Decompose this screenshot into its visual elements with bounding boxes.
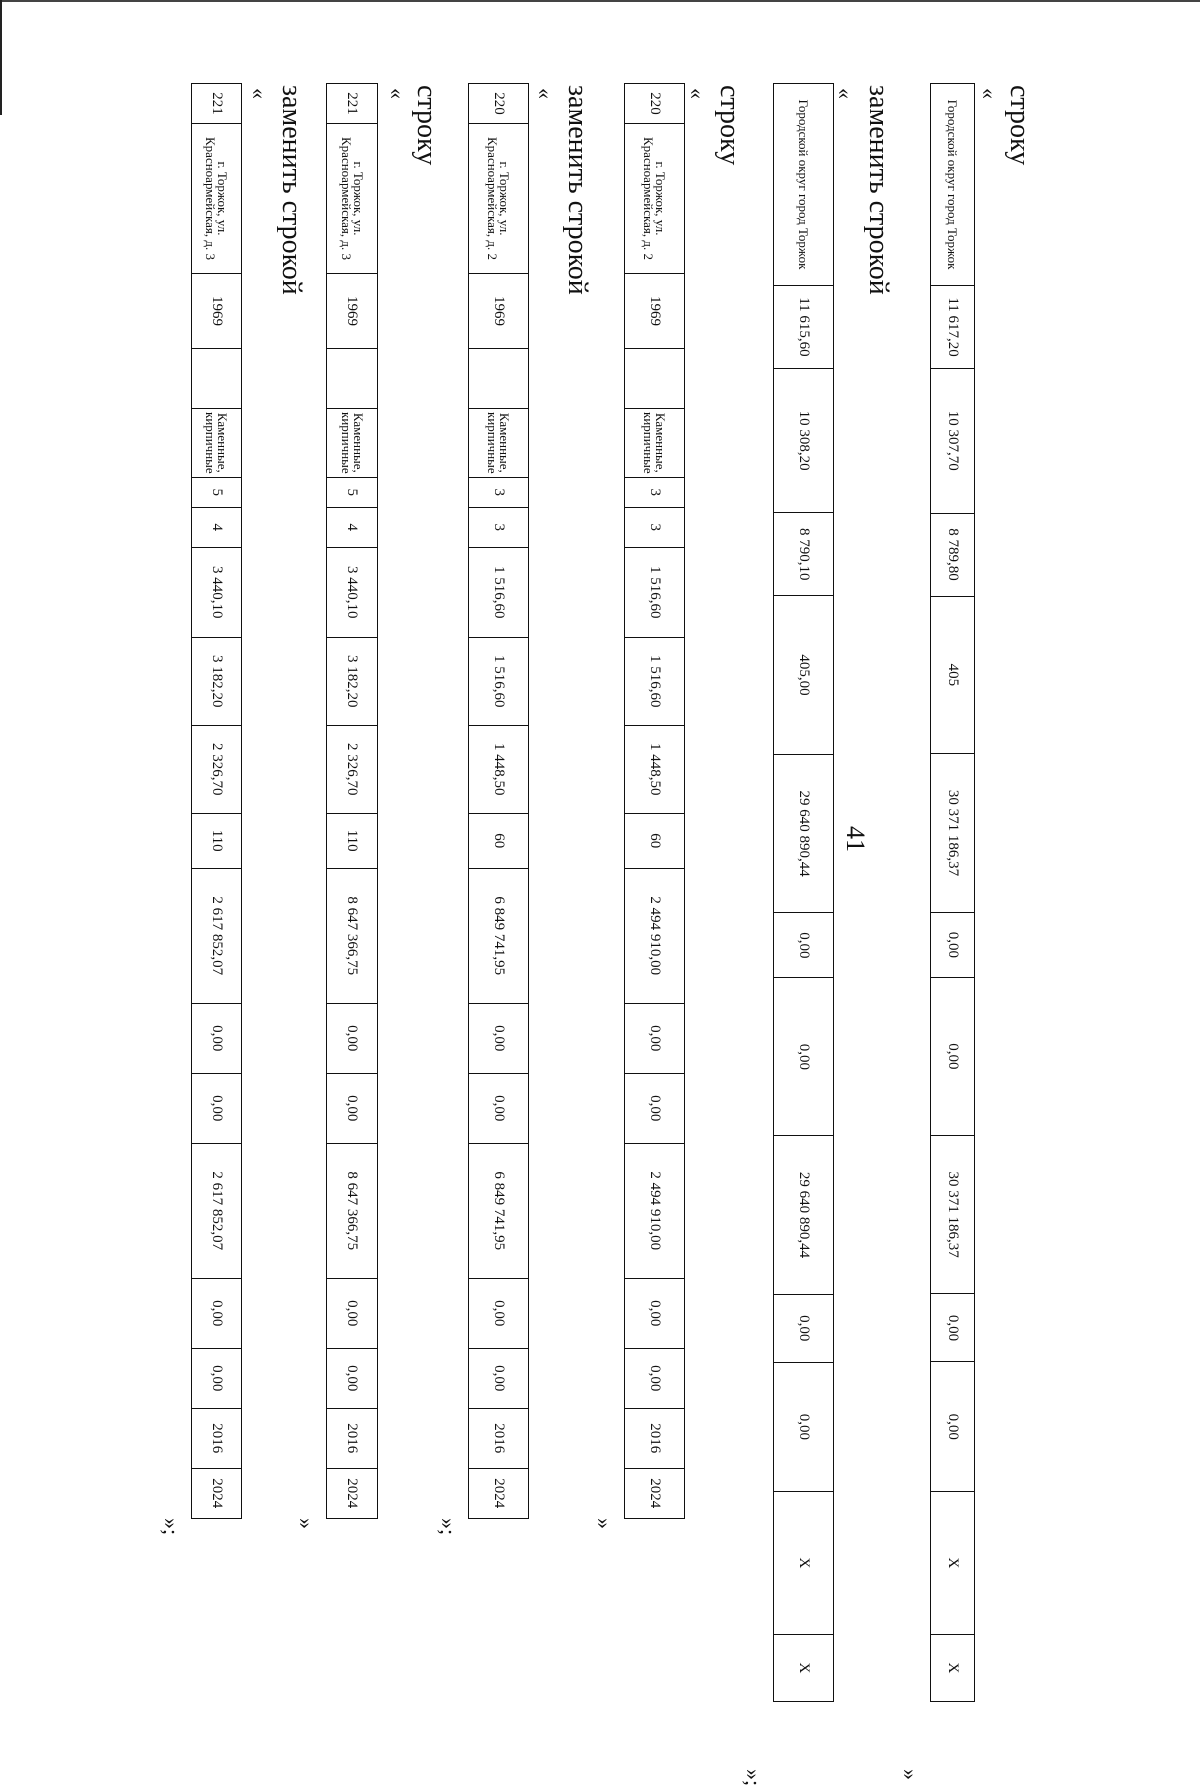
table-cell: 11 615,60: [774, 285, 834, 368]
table-cell: 6 849 741,95: [469, 1143, 529, 1278]
table-row: [931, 84, 975, 1702]
table-cell: г. Торжок, ул. Красноармейская, д. 3: [327, 124, 378, 274]
table-cell: [469, 349, 529, 409]
table-cell: 8 647 366,75: [327, 868, 378, 1003]
block-heading: строку: [714, 85, 745, 166]
close-quote: »: [294, 1518, 319, 1529]
table-row: [469, 84, 529, 1519]
table-cell: 405,00: [774, 596, 834, 755]
table-cell: Каменные, кирпичные: [327, 409, 378, 478]
table-cell: 0,00: [192, 1278, 242, 1348]
amendment-table: [468, 83, 529, 1519]
table-cell: 4: [327, 507, 378, 547]
table-cell: Городской округ город Торжок: [774, 84, 834, 286]
table-cell: 110: [192, 813, 242, 868]
table-cell: 60: [625, 813, 685, 868]
table-cell: 10 307,70: [931, 369, 975, 513]
block-heading: строку: [411, 85, 442, 166]
table-cell: 30 371 186,37: [931, 1135, 975, 1294]
table-cell: 0,00: [469, 1073, 529, 1143]
table-cell: 1969: [327, 274, 378, 349]
table-cell: 2 326,70: [192, 725, 242, 813]
close-quote: »: [592, 1518, 617, 1529]
table-cell: 10 308,20: [774, 368, 834, 512]
table-cell: 8 789,80: [931, 513, 975, 596]
table-cell: 2016: [327, 1408, 378, 1468]
table-cell: 8 647 366,75: [327, 1143, 378, 1278]
table-row: [774, 84, 834, 1702]
table-cell: X: [774, 1634, 834, 1701]
table-cell: 1 516,60: [625, 637, 685, 725]
table-cell: 405: [931, 596, 975, 754]
table-cell: 0,00: [327, 1003, 378, 1073]
table-cell: 0,00: [327, 1073, 378, 1143]
amendment-table: [624, 83, 685, 1519]
table-cell: 3: [469, 477, 529, 507]
amendment-table: [930, 83, 975, 1702]
table-cell: 30 371 186,37: [931, 754, 975, 913]
table-cell: 1 516,60: [469, 547, 529, 637]
table-row: [192, 84, 242, 1519]
table-cell: 3 440,10: [327, 547, 378, 637]
table-cell: 0,00: [192, 1003, 242, 1073]
open-quote: «: [977, 88, 1002, 99]
table-cell: 1 448,50: [469, 725, 529, 813]
table-cell: 220: [469, 84, 529, 124]
table-cell: 2 617 852,07: [192, 868, 242, 1003]
table-cell: 0,00: [774, 1362, 834, 1491]
table-cell: 0,00: [327, 1348, 378, 1408]
table-cell: 2 617 852,07: [192, 1143, 242, 1278]
table-cell: 0,00: [931, 1294, 975, 1362]
table-row: [625, 84, 685, 1519]
table-cell: 2024: [625, 1468, 685, 1518]
table-cell: 0,00: [931, 1362, 975, 1491]
table-cell: 1969: [469, 274, 529, 349]
table-cell: X: [931, 1491, 975, 1634]
table-cell: 2 494 910,00: [625, 1143, 685, 1278]
table-cell: 1969: [625, 274, 685, 349]
table-cell: 0,00: [774, 978, 834, 1136]
block-heading: заменить строкой: [276, 85, 307, 295]
open-quote: «: [685, 88, 710, 99]
table-cell: 0,00: [625, 1003, 685, 1073]
table-cell: Городской округ город Торжок: [931, 84, 975, 286]
table-cell: 5: [192, 477, 242, 507]
table-cell: 11 617,20: [931, 286, 975, 369]
table-cell: 3: [625, 507, 685, 547]
close-quote: »;: [159, 1518, 184, 1536]
table-cell: X: [931, 1634, 975, 1701]
table-cell: 0,00: [469, 1003, 529, 1073]
table-cell: 6 849 741,95: [469, 868, 529, 1003]
amendment-table: [191, 83, 242, 1519]
table-cell: г. Торжок, ул. Красноармейская, д. 2: [469, 124, 529, 274]
table-cell: 3: [625, 477, 685, 507]
table-cell: 220: [625, 84, 685, 124]
table-cell: 29 640 890,44: [774, 1136, 834, 1295]
table-cell: г. Торжок, ул. Красноармейская, д. 2: [625, 124, 685, 274]
block-heading: строку: [1004, 85, 1035, 166]
table-cell: 0,00: [469, 1278, 529, 1348]
table-cell: 1 448,50: [625, 725, 685, 813]
open-quote: «: [833, 88, 858, 99]
table-cell: 110: [327, 813, 378, 868]
table-cell: 3 440,10: [192, 547, 242, 637]
table-cell: 2024: [192, 1468, 242, 1518]
table-cell: 1 516,60: [625, 547, 685, 637]
table-cell: 3 182,20: [192, 637, 242, 725]
open-quote: «: [533, 88, 558, 99]
table-cell: 0,00: [192, 1073, 242, 1143]
table-cell: 0,00: [625, 1278, 685, 1348]
table-cell: 3: [469, 507, 529, 547]
amendment-table: [773, 83, 834, 1702]
table-cell: [327, 349, 378, 409]
table-cell: 2024: [469, 1468, 529, 1518]
amendment-table: [326, 83, 378, 1519]
close-quote: »;: [436, 1518, 461, 1536]
table-cell: [192, 349, 242, 409]
open-quote: «: [247, 88, 272, 99]
table-cell: 29 640 890,44: [774, 754, 834, 913]
table-cell: 0,00: [774, 1294, 834, 1362]
table-cell: 0,00: [931, 912, 975, 977]
table-cell: 0,00: [327, 1278, 378, 1348]
open-quote: «: [385, 88, 410, 99]
page-number: 41: [841, 826, 870, 852]
close-quote: »;: [741, 1769, 766, 1786]
block-heading: заменить строкой: [562, 85, 593, 295]
table-cell: [625, 349, 685, 409]
table-cell: 1969: [192, 274, 242, 349]
table-cell: 2016: [625, 1408, 685, 1468]
table-cell: Каменные, кирпичные: [625, 409, 685, 478]
table-cell: 8 790,10: [774, 513, 834, 596]
close-quote: »: [898, 1769, 923, 1780]
table-cell: 2 494 910,00: [625, 868, 685, 1003]
table-cell: 60: [469, 813, 529, 868]
table-cell: 0,00: [931, 977, 975, 1135]
table-cell: 2016: [192, 1408, 242, 1468]
table-cell: Каменные, кирпичные: [192, 409, 242, 478]
table-cell: 1 516,60: [469, 637, 529, 725]
table-row: [327, 84, 378, 1519]
table-cell: 221: [192, 84, 242, 124]
table-cell: 4: [192, 507, 242, 547]
table-cell: 0,00: [625, 1348, 685, 1408]
table-cell: Каменные, кирпичные: [469, 409, 529, 478]
table-cell: 0,00: [192, 1348, 242, 1408]
table-cell: 2 326,70: [327, 725, 378, 813]
block-heading: заменить строкой: [863, 85, 894, 295]
table-cell: 5: [327, 477, 378, 507]
table-cell: г. Торжок, ул. Красноармейская, д. 3: [192, 124, 242, 274]
table-cell: X: [774, 1492, 834, 1635]
table-cell: 0,00: [774, 913, 834, 978]
table-cell: 2016: [469, 1408, 529, 1468]
table-cell: 3 182,20: [327, 637, 378, 725]
table-cell: 221: [327, 84, 378, 124]
table-cell: 2024: [327, 1468, 378, 1518]
table-cell: 0,00: [469, 1348, 529, 1408]
table-cell: 0,00: [625, 1073, 685, 1143]
